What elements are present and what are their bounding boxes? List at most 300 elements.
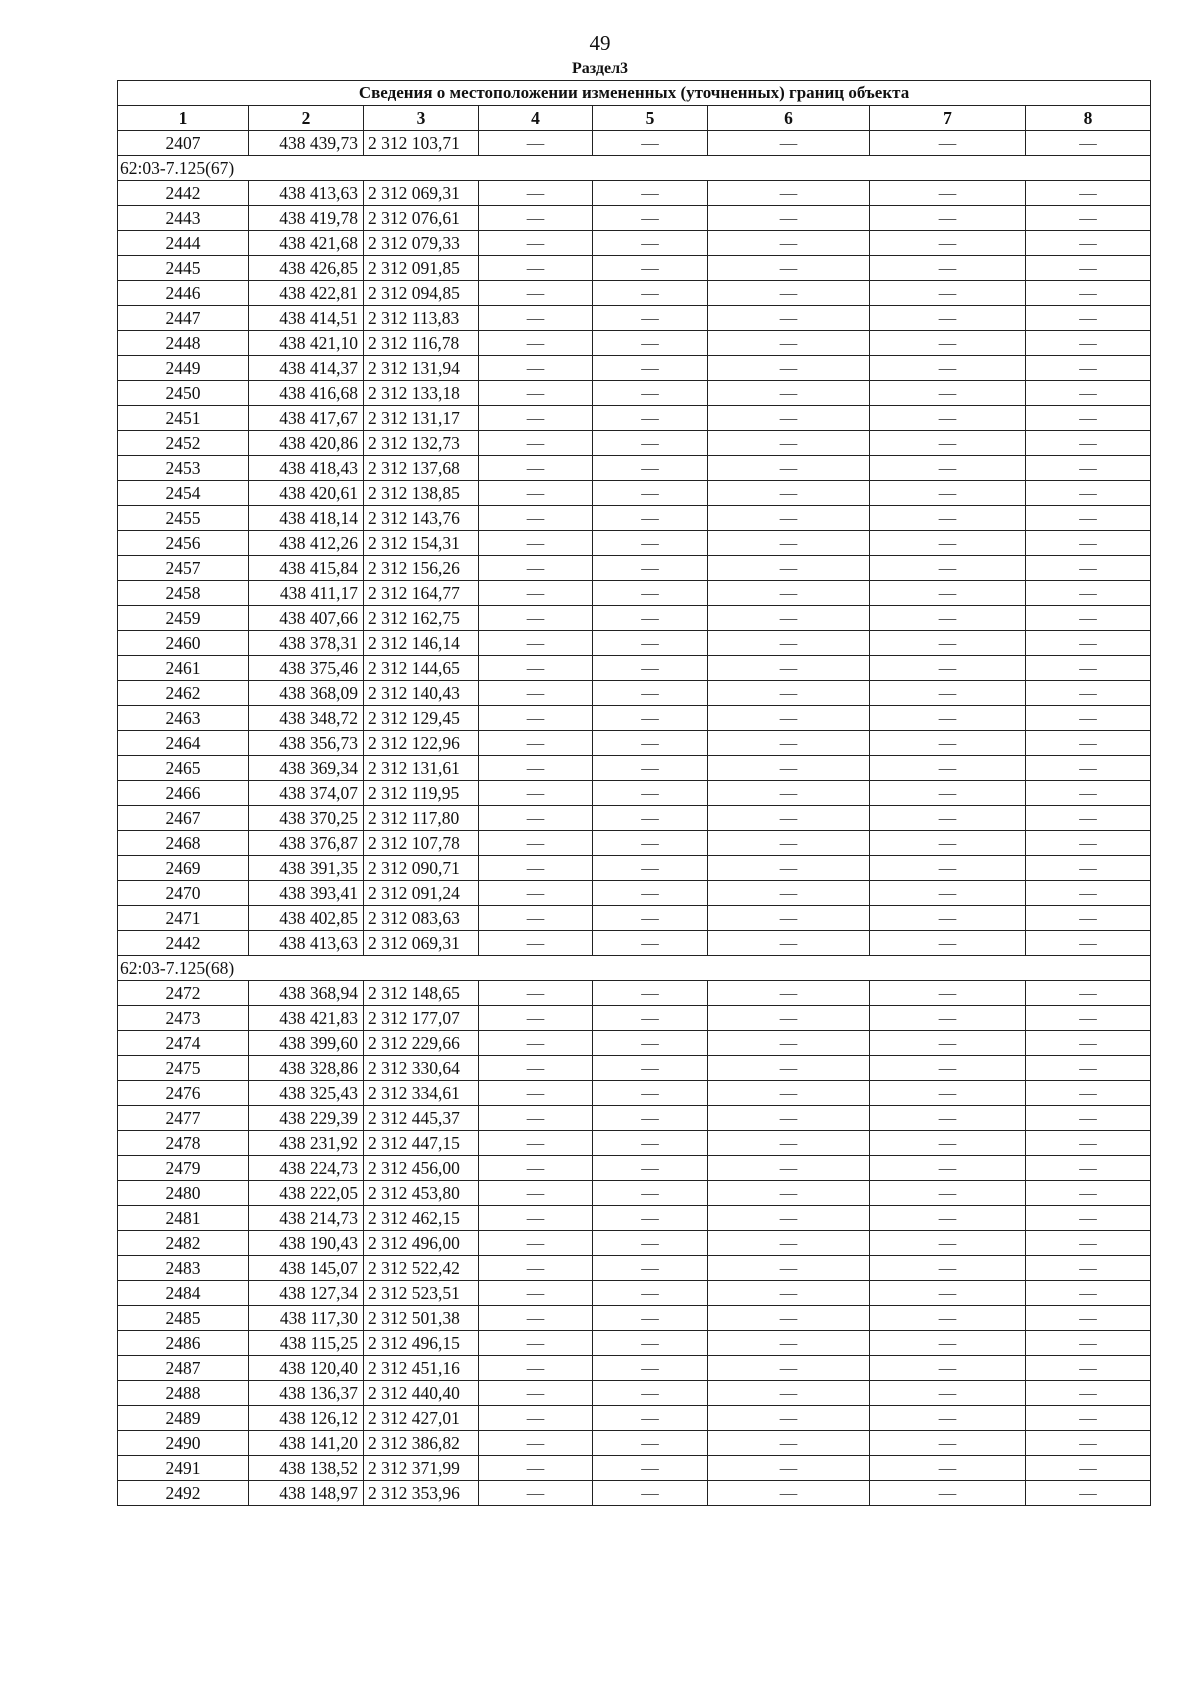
table-row	[118, 881, 1151, 906]
empty-value-dash: —	[708, 856, 870, 881]
y-coordinate-cell: 2 312 523,51	[364, 1281, 479, 1306]
empty-value-dash: —	[1026, 831, 1151, 856]
x-coordinate-cell: 438 224,73	[249, 1156, 364, 1181]
table-row	[118, 1031, 1151, 1056]
empty-value-dash: —	[479, 456, 593, 481]
x-coordinate-cell: 438 393,41	[249, 881, 364, 906]
y-coordinate-cell: 2 312 137,68	[364, 456, 479, 481]
column-header: 7	[870, 106, 1026, 131]
y-coordinate-cell: 2 312 133,18	[364, 381, 479, 406]
x-coordinate-cell: 438 369,34	[249, 756, 364, 781]
group-header: 62:03-7.125(67)	[118, 156, 1151, 181]
point-number-cell: 2478	[118, 1131, 249, 1156]
empty-value-dash: —	[708, 556, 870, 581]
empty-value-dash: —	[708, 256, 870, 281]
table-row	[118, 1006, 1151, 1031]
point-number-cell: 2442	[118, 181, 249, 206]
y-coordinate-cell: 2 312 522,42	[364, 1256, 479, 1281]
empty-value-dash: —	[593, 1031, 708, 1056]
point-number-cell: 2447	[118, 306, 249, 331]
empty-value-dash: —	[593, 656, 708, 681]
y-coordinate-cell: 2 312 079,33	[364, 231, 479, 256]
empty-value-dash: —	[593, 431, 708, 456]
empty-value-dash: —	[479, 506, 593, 531]
y-coordinate-cell: 2 312 113,83	[364, 306, 479, 331]
empty-value-dash: —	[593, 1131, 708, 1156]
empty-value-dash: —	[870, 256, 1026, 281]
empty-value-dash: —	[593, 231, 708, 256]
empty-value-dash: —	[870, 206, 1026, 231]
empty-value-dash: —	[479, 1081, 593, 1106]
point-number-cell: 2472	[118, 981, 249, 1006]
y-coordinate-cell: 2 312 129,45	[364, 706, 479, 731]
empty-value-dash: —	[1026, 681, 1151, 706]
empty-value-dash: —	[708, 831, 870, 856]
y-coordinate-cell: 2 312 447,15	[364, 1131, 479, 1156]
empty-value-dash: —	[593, 906, 708, 931]
empty-value-dash: —	[479, 306, 593, 331]
empty-value-dash: —	[870, 356, 1026, 381]
point-number-cell: 2483	[118, 1256, 249, 1281]
empty-value-dash: —	[1026, 456, 1151, 481]
column-number-row	[118, 106, 1151, 131]
table-row	[118, 1431, 1151, 1456]
y-coordinate-cell: 2 312 122,96	[364, 731, 479, 756]
empty-value-dash: —	[479, 1206, 593, 1231]
empty-value-dash: —	[1026, 781, 1151, 806]
empty-value-dash: —	[1026, 1131, 1151, 1156]
empty-value-dash: —	[1026, 806, 1151, 831]
table-row	[118, 756, 1151, 781]
point-number-cell: 2461	[118, 656, 249, 681]
empty-value-dash: —	[708, 1231, 870, 1256]
empty-value-dash: —	[479, 381, 593, 406]
empty-value-dash: —	[708, 1456, 870, 1481]
x-coordinate-cell: 438 413,63	[249, 181, 364, 206]
table-row	[118, 556, 1151, 581]
empty-value-dash: —	[593, 531, 708, 556]
x-coordinate-cell: 438 411,17	[249, 581, 364, 606]
empty-value-dash: —	[870, 1256, 1026, 1281]
empty-value-dash: —	[870, 731, 1026, 756]
table-row	[118, 1206, 1151, 1231]
y-coordinate-cell: 2 312 427,01	[364, 1406, 479, 1431]
empty-value-dash: —	[708, 381, 870, 406]
empty-value-dash: —	[479, 206, 593, 231]
empty-value-dash: —	[870, 1081, 1026, 1106]
empty-value-dash: —	[593, 731, 708, 756]
y-coordinate-cell: 2 312 117,80	[364, 806, 479, 831]
empty-value-dash: —	[870, 1306, 1026, 1331]
point-number-cell: 2480	[118, 1181, 249, 1206]
empty-value-dash: —	[593, 806, 708, 831]
empty-value-dash: —	[708, 1381, 870, 1406]
point-number-cell: 2488	[118, 1381, 249, 1406]
empty-value-dash: —	[1026, 131, 1151, 156]
empty-value-dash: —	[870, 1006, 1026, 1031]
x-coordinate-cell: 438 422,81	[249, 281, 364, 306]
empty-value-dash: —	[1026, 1081, 1151, 1106]
empty-value-dash: —	[479, 981, 593, 1006]
empty-value-dash: —	[1026, 431, 1151, 456]
empty-value-dash: —	[708, 1431, 870, 1456]
x-coordinate-cell: 438 417,67	[249, 406, 364, 431]
empty-value-dash: —	[708, 931, 870, 956]
point-number-cell: 2482	[118, 1231, 249, 1256]
y-coordinate-cell: 2 312 144,65	[364, 656, 479, 681]
table-row	[118, 806, 1151, 831]
empty-value-dash: —	[1026, 281, 1151, 306]
x-coordinate-cell: 438 420,61	[249, 481, 364, 506]
empty-value-dash: —	[708, 706, 870, 731]
empty-value-dash: —	[870, 931, 1026, 956]
table-row	[118, 481, 1151, 506]
column-header: 8	[1026, 106, 1151, 131]
empty-value-dash: —	[593, 1331, 708, 1356]
table-row	[118, 181, 1151, 206]
empty-value-dash: —	[870, 1181, 1026, 1206]
empty-value-dash: —	[479, 1006, 593, 1031]
y-coordinate-cell: 2 312 143,76	[364, 506, 479, 531]
empty-value-dash: —	[593, 406, 708, 431]
point-number-cell: 2442	[118, 931, 249, 956]
empty-value-dash: —	[708, 506, 870, 531]
empty-value-dash: —	[1026, 1056, 1151, 1081]
empty-value-dash: —	[870, 531, 1026, 556]
empty-value-dash: —	[1026, 406, 1151, 431]
empty-value-dash: —	[708, 1306, 870, 1331]
x-coordinate-cell: 438 325,43	[249, 1081, 364, 1106]
table-row	[118, 431, 1151, 456]
y-coordinate-cell: 2 312 146,14	[364, 631, 479, 656]
empty-value-dash: —	[479, 406, 593, 431]
empty-value-dash: —	[593, 306, 708, 331]
x-coordinate-cell: 438 214,73	[249, 1206, 364, 1231]
empty-value-dash: —	[870, 631, 1026, 656]
y-coordinate-cell: 2 312 107,78	[364, 831, 479, 856]
empty-value-dash: —	[708, 1131, 870, 1156]
x-coordinate-cell: 438 421,83	[249, 1006, 364, 1031]
table-row	[118, 981, 1151, 1006]
point-number-cell: 2489	[118, 1406, 249, 1431]
empty-value-dash: —	[870, 1106, 1026, 1131]
empty-value-dash: —	[1026, 231, 1151, 256]
empty-value-dash: —	[1026, 1431, 1151, 1456]
empty-value-dash: —	[479, 481, 593, 506]
boundary-coordinates-table	[117, 80, 1151, 1506]
empty-value-dash: —	[708, 906, 870, 931]
empty-value-dash: —	[708, 1406, 870, 1431]
table-row	[118, 731, 1151, 756]
empty-value-dash: —	[708, 1181, 870, 1206]
empty-value-dash: —	[593, 1381, 708, 1406]
point-number-cell: 2486	[118, 1331, 249, 1356]
empty-value-dash: —	[593, 1481, 708, 1506]
empty-value-dash: —	[870, 331, 1026, 356]
empty-value-dash: —	[479, 1356, 593, 1381]
y-coordinate-cell: 2 312 090,71	[364, 856, 479, 881]
point-number-cell: 2466	[118, 781, 249, 806]
empty-value-dash: —	[479, 231, 593, 256]
y-coordinate-cell: 2 312 462,15	[364, 1206, 479, 1231]
column-header: 5	[593, 106, 708, 131]
x-coordinate-cell: 438 399,60	[249, 1031, 364, 1056]
empty-value-dash: —	[870, 231, 1026, 256]
x-coordinate-cell: 438 368,09	[249, 681, 364, 706]
x-coordinate-cell: 438 416,68	[249, 381, 364, 406]
empty-value-dash: —	[1026, 1481, 1151, 1506]
point-number-cell: 2460	[118, 631, 249, 656]
x-coordinate-cell: 438 414,37	[249, 356, 364, 381]
empty-value-dash: —	[1026, 381, 1151, 406]
x-coordinate-cell: 438 231,92	[249, 1131, 364, 1156]
empty-value-dash: —	[708, 456, 870, 481]
empty-value-dash: —	[708, 531, 870, 556]
empty-value-dash: —	[870, 431, 1026, 456]
empty-value-dash: —	[870, 1331, 1026, 1356]
empty-value-dash: —	[870, 856, 1026, 881]
point-number-cell: 2491	[118, 1456, 249, 1481]
empty-value-dash: —	[1026, 1181, 1151, 1206]
empty-value-dash: —	[708, 331, 870, 356]
y-coordinate-cell: 2 312 148,65	[364, 981, 479, 1006]
y-coordinate-cell: 2 312 451,16	[364, 1356, 479, 1381]
empty-value-dash: —	[479, 331, 593, 356]
y-coordinate-cell: 2 312 076,61	[364, 206, 479, 231]
point-number-cell: 2453	[118, 456, 249, 481]
empty-value-dash: —	[593, 1256, 708, 1281]
empty-value-dash: —	[1026, 1306, 1151, 1331]
empty-value-dash: —	[708, 731, 870, 756]
table-row	[118, 1181, 1151, 1206]
y-coordinate-cell: 2 312 440,40	[364, 1381, 479, 1406]
empty-value-dash: —	[1026, 1381, 1151, 1406]
y-coordinate-cell: 2 312 103,71	[364, 131, 479, 156]
empty-value-dash: —	[1026, 1156, 1151, 1181]
empty-value-dash: —	[593, 631, 708, 656]
table-row	[118, 681, 1151, 706]
empty-value-dash: —	[593, 456, 708, 481]
table-row	[118, 656, 1151, 681]
empty-value-dash: —	[870, 656, 1026, 681]
empty-value-dash: —	[870, 1206, 1026, 1231]
x-coordinate-cell: 438 126,12	[249, 1406, 364, 1431]
empty-value-dash: —	[1026, 206, 1151, 231]
empty-value-dash: —	[870, 1456, 1026, 1481]
x-coordinate-cell: 438 418,43	[249, 456, 364, 481]
x-coordinate-cell: 438 115,25	[249, 1331, 364, 1356]
empty-value-dash: —	[708, 181, 870, 206]
empty-value-dash: —	[1026, 906, 1151, 931]
point-number-cell: 2459	[118, 606, 249, 631]
empty-value-dash: —	[708, 1156, 870, 1181]
empty-value-dash: —	[870, 1056, 1026, 1081]
empty-value-dash: —	[593, 1231, 708, 1256]
empty-value-dash: —	[870, 1231, 1026, 1256]
x-coordinate-cell: 438 418,14	[249, 506, 364, 531]
x-coordinate-cell: 438 421,68	[249, 231, 364, 256]
y-coordinate-cell: 2 312 091,85	[364, 256, 479, 281]
empty-value-dash: —	[870, 1481, 1026, 1506]
empty-value-dash: —	[479, 1131, 593, 1156]
y-coordinate-cell: 2 312 069,31	[364, 181, 479, 206]
y-coordinate-cell: 2 312 177,07	[364, 1006, 479, 1031]
empty-value-dash: —	[593, 981, 708, 1006]
table-row	[118, 1481, 1151, 1506]
y-coordinate-cell: 2 312 131,17	[364, 406, 479, 431]
table-row	[118, 831, 1151, 856]
empty-value-dash: —	[708, 1206, 870, 1231]
empty-value-dash: —	[479, 131, 593, 156]
empty-value-dash: —	[1026, 731, 1151, 756]
empty-value-dash: —	[870, 1406, 1026, 1431]
empty-value-dash: —	[708, 756, 870, 781]
x-coordinate-cell: 438 356,73	[249, 731, 364, 756]
y-coordinate-cell: 2 312 154,31	[364, 531, 479, 556]
table-row	[118, 256, 1151, 281]
y-coordinate-cell: 2 312 091,24	[364, 881, 479, 906]
empty-value-dash: —	[479, 781, 593, 806]
y-coordinate-cell: 2 312 164,77	[364, 581, 479, 606]
table-row	[118, 931, 1151, 956]
table-row	[118, 231, 1151, 256]
empty-value-dash: —	[1026, 331, 1151, 356]
empty-value-dash: —	[1026, 1206, 1151, 1231]
point-number-cell: 2450	[118, 381, 249, 406]
empty-value-dash: —	[1026, 656, 1151, 681]
empty-value-dash: —	[708, 1056, 870, 1081]
point-number-cell: 2468	[118, 831, 249, 856]
empty-value-dash: —	[593, 756, 708, 781]
empty-value-dash: —	[479, 1106, 593, 1131]
empty-value-dash: —	[479, 1031, 593, 1056]
empty-value-dash: —	[479, 881, 593, 906]
table-row	[118, 906, 1151, 931]
empty-value-dash: —	[479, 1156, 593, 1181]
empty-value-dash: —	[479, 1431, 593, 1456]
x-coordinate-cell: 438 117,30	[249, 1306, 364, 1331]
table-row	[118, 131, 1151, 156]
empty-value-dash: —	[593, 856, 708, 881]
empty-value-dash: —	[870, 281, 1026, 306]
empty-value-dash: —	[1026, 1331, 1151, 1356]
empty-value-dash: —	[479, 1331, 593, 1356]
point-number-cell: 2445	[118, 256, 249, 281]
y-coordinate-cell: 2 312 132,73	[364, 431, 479, 456]
empty-value-dash: —	[870, 1381, 1026, 1406]
empty-value-dash: —	[708, 981, 870, 1006]
empty-value-dash: —	[870, 181, 1026, 206]
point-number-cell: 2469	[118, 856, 249, 881]
point-number-cell: 2470	[118, 881, 249, 906]
empty-value-dash: —	[593, 206, 708, 231]
empty-value-dash: —	[593, 1206, 708, 1231]
section-label: Раздел3	[571, 60, 629, 77]
table-row	[118, 1306, 1151, 1331]
table-row	[118, 606, 1151, 631]
x-coordinate-cell: 438 375,46	[249, 656, 364, 681]
empty-value-dash: —	[593, 681, 708, 706]
empty-value-dash: —	[1026, 1356, 1151, 1381]
table-row	[118, 1106, 1151, 1131]
empty-value-dash: —	[1026, 981, 1151, 1006]
empty-value-dash: —	[593, 1431, 708, 1456]
point-number-cell: 2462	[118, 681, 249, 706]
point-number-cell: 2455	[118, 506, 249, 531]
empty-value-dash: —	[479, 256, 593, 281]
x-coordinate-cell: 438 374,07	[249, 781, 364, 806]
empty-value-dash: —	[593, 1056, 708, 1081]
table-row	[118, 356, 1151, 381]
empty-value-dash: —	[479, 606, 593, 631]
empty-value-dash: —	[870, 781, 1026, 806]
table-row	[118, 781, 1151, 806]
empty-value-dash: —	[708, 1006, 870, 1031]
empty-value-dash: —	[593, 1006, 708, 1031]
empty-value-dash: —	[1026, 1106, 1151, 1131]
point-number-cell: 2443	[118, 206, 249, 231]
table-row	[118, 531, 1151, 556]
x-coordinate-cell: 438 421,10	[249, 331, 364, 356]
empty-value-dash: —	[479, 1456, 593, 1481]
empty-value-dash: —	[593, 581, 708, 606]
empty-value-dash: —	[870, 606, 1026, 631]
y-coordinate-cell: 2 312 162,75	[364, 606, 479, 631]
empty-value-dash: —	[870, 1031, 1026, 1056]
column-header: 2	[249, 106, 364, 131]
point-number-cell: 2481	[118, 1206, 249, 1231]
y-coordinate-cell: 2 312 330,64	[364, 1056, 479, 1081]
table-row	[118, 1456, 1151, 1481]
x-coordinate-cell: 438 120,40	[249, 1356, 364, 1381]
y-coordinate-cell: 2 312 445,37	[364, 1106, 479, 1131]
empty-value-dash: —	[593, 256, 708, 281]
empty-value-dash: —	[708, 1356, 870, 1381]
x-coordinate-cell: 438 439,73	[249, 131, 364, 156]
page-number: 49	[589, 31, 611, 55]
empty-value-dash: —	[708, 606, 870, 631]
empty-value-dash: —	[479, 806, 593, 831]
x-coordinate-cell: 438 420,86	[249, 431, 364, 456]
empty-value-dash: —	[593, 1456, 708, 1481]
empty-value-dash: —	[870, 306, 1026, 331]
x-coordinate-cell: 438 426,85	[249, 256, 364, 281]
y-coordinate-cell: 2 312 069,31	[364, 931, 479, 956]
empty-value-dash: —	[593, 1081, 708, 1106]
point-number-cell: 2448	[118, 331, 249, 356]
x-coordinate-cell: 438 412,26	[249, 531, 364, 556]
y-coordinate-cell: 2 312 131,61	[364, 756, 479, 781]
point-number-cell: 2487	[118, 1356, 249, 1381]
empty-value-dash: —	[1026, 1231, 1151, 1256]
empty-value-dash: —	[708, 231, 870, 256]
point-number-cell: 2474	[118, 1031, 249, 1056]
empty-value-dash: —	[1026, 531, 1151, 556]
empty-value-dash: —	[870, 1131, 1026, 1156]
empty-value-dash: —	[870, 981, 1026, 1006]
empty-value-dash: —	[708, 881, 870, 906]
x-coordinate-cell: 438 391,35	[249, 856, 364, 881]
empty-value-dash: —	[593, 706, 708, 731]
x-coordinate-cell: 438 402,85	[249, 906, 364, 931]
empty-value-dash: —	[479, 431, 593, 456]
y-coordinate-cell: 2 312 156,26	[364, 556, 479, 581]
empty-value-dash: —	[479, 581, 593, 606]
table-title-row	[118, 81, 1151, 106]
empty-value-dash: —	[479, 756, 593, 781]
empty-value-dash: —	[593, 931, 708, 956]
empty-value-dash: —	[1026, 1406, 1151, 1431]
